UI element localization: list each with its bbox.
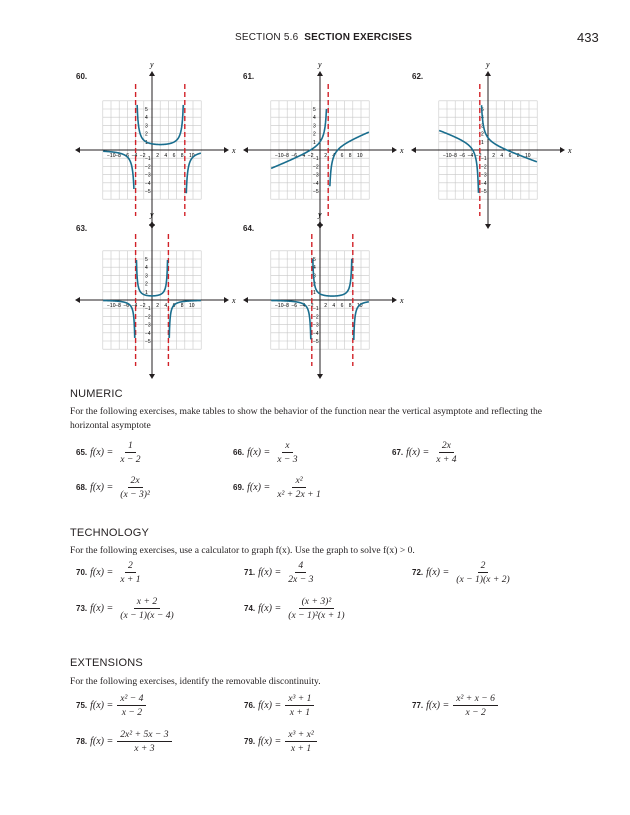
- x-tick-label: −10: [275, 153, 284, 159]
- x-tick-label: −10: [443, 153, 452, 159]
- x-tick-label: 10: [189, 153, 195, 159]
- y-tick-label: 5: [145, 257, 148, 263]
- y-tick-label: 2: [313, 281, 316, 288]
- y-tick-label: −1: [145, 156, 151, 163]
- extensions-intro: For the following exercises, identify the removable discontinuity.: [70, 676, 321, 687]
- y-tick-label: −2: [313, 164, 319, 171]
- y-tick-label: −3: [481, 172, 487, 179]
- y-tick-label: 4: [313, 115, 316, 122]
- y-tick-label: −5: [145, 339, 151, 345]
- y-tick-label: −4: [145, 330, 151, 337]
- y-tick-label: −2: [313, 314, 319, 321]
- section-title-technology: TECHNOLOGY: [70, 527, 150, 539]
- y-tick-label: 3: [313, 273, 316, 280]
- y-tick-label: 2: [145, 281, 148, 288]
- x-tick-label: 8: [180, 153, 184, 159]
- y-tick-label: 2: [481, 131, 484, 138]
- x-tick-label: 2: [324, 303, 327, 309]
- x-tick-label: −2: [307, 303, 314, 309]
- x-tick-label: −8: [451, 153, 457, 159]
- y-tick-label: −1: [145, 306, 151, 313]
- y-tick-label: −3: [145, 322, 151, 329]
- exercise-78: 78. f(x) = $\frac{\text{2x² + 5x − 3}}{x + 3}$: [76, 726, 172, 756]
- x-tick-label: 2: [156, 153, 159, 159]
- x-tick-label: 4: [332, 303, 336, 309]
- x-tick-label: 6: [508, 153, 512, 159]
- function-curve: [186, 153, 201, 193]
- y-tick-label: −4: [313, 180, 319, 187]
- x-tick-label: 8: [348, 303, 352, 309]
- y-tick-label: −1: [313, 306, 319, 313]
- y-tick-label: 1: [313, 289, 316, 296]
- numeric-intro: For the following exercises, make tables to show the behavior of the function near the vertical asymptote and reflecting the horizontal asymptote: [70, 406, 543, 431]
- x-tick-label: −6: [291, 153, 298, 159]
- x-tick-label: 4: [500, 153, 504, 159]
- x-tick-label: −10: [275, 303, 284, 309]
- function-curve: [313, 259, 352, 296]
- graph-62: [411, 60, 572, 229]
- exercise-69: 69. f(x) = $\frac{\text{x²}}{\text{x² + 2x + 1}}$: [233, 474, 321, 500]
- exercise-75: 75. f(x) = $\frac{\text{x² − 4}}{x - 2}$: [76, 690, 146, 720]
- function-curve: [439, 130, 478, 192]
- x-axis-label: x: [400, 296, 404, 305]
- exercise-79: 79. f(x) = $\frac{\text{x³ + x²}}{x + 1}$: [244, 726, 317, 756]
- y-tick-label: −3: [313, 172, 319, 179]
- graph-label-64: 64.: [243, 224, 255, 233]
- y-tick-label: −4: [481, 180, 487, 187]
- x-tick-label: 8: [516, 153, 520, 159]
- y-tick-label: −3: [145, 172, 151, 179]
- graph-60: [75, 60, 236, 229]
- y-tick-label: −4: [145, 180, 151, 187]
- running-head: SECTION 5.6 SECTION EXERCISES: [235, 32, 413, 43]
- x-axis-label: x: [400, 146, 404, 155]
- graph-63: [75, 210, 236, 379]
- x-tick-label: −4: [299, 153, 306, 159]
- x-tick-label: 4: [164, 303, 168, 309]
- y-tick-label: 5: [313, 107, 316, 113]
- graphs-area: [0, 0, 630, 380]
- graph-label-61: 61.: [243, 72, 255, 81]
- y-tick-label: 5: [313, 257, 316, 263]
- y-tick-label: −1: [481, 156, 487, 163]
- x-tick-label: −10: [107, 153, 116, 159]
- exercise-68: 68. f(x) = $\frac{2x}{\text{(x − 3)²}}$: [76, 474, 150, 500]
- x-tick-label: −4: [131, 153, 138, 159]
- y-tick-label: −4: [313, 330, 319, 337]
- x-tick-label: −2: [139, 153, 146, 159]
- x-tick-label: 10: [189, 303, 195, 309]
- y-axis-label: y: [318, 210, 322, 219]
- x-tick-label: 4: [332, 153, 336, 159]
- x-tick-label: 4: [164, 153, 168, 159]
- y-axis-label: y: [150, 60, 154, 69]
- y-tick-label: −3: [313, 322, 319, 329]
- x-tick-label: 10: [357, 153, 363, 159]
- exercise-71: 71. f(x) = $\frac{4}{2x - 3}$: [244, 559, 314, 585]
- exercise-74: 74. f(x) = $\frac{\text{(x + 3)²}}{\text{(x − 1)²(x + 1)}}$: [244, 595, 345, 621]
- x-tick-label: 6: [340, 303, 344, 309]
- y-tick-label: −2: [481, 164, 487, 171]
- section-title-extensions: EXTENSIONS: [70, 657, 143, 669]
- x-tick-label: −2: [475, 153, 482, 159]
- x-tick-label: −8: [115, 303, 121, 309]
- y-axis-label: y: [486, 60, 490, 69]
- x-tick-label: −6: [123, 303, 130, 309]
- y-tick-label: 4: [481, 115, 484, 122]
- graph-label-60: 60.: [76, 72, 88, 81]
- x-tick-label: −2: [307, 153, 314, 159]
- x-tick-label: −2: [139, 303, 146, 309]
- exercise-73: 73. f(x) = $\frac{x + 2}{(x - 1)(x - 4)}$: [76, 595, 174, 621]
- x-tick-label: −8: [283, 153, 289, 159]
- y-tick-label: 1: [145, 289, 148, 296]
- y-tick-label: 4: [145, 115, 148, 122]
- y-tick-label: −2: [145, 164, 151, 171]
- y-axis-label: y: [150, 210, 154, 219]
- exercise-67: 67. f(x) = $\frac{2x}{x + 4}$: [392, 439, 457, 465]
- x-tick-label: 8: [180, 303, 184, 309]
- x-tick-label: −4: [467, 153, 474, 159]
- y-tick-label: 5: [481, 107, 484, 113]
- y-tick-label: 5: [145, 107, 148, 113]
- x-tick-label: −8: [283, 303, 289, 309]
- y-tick-label: −5: [481, 189, 487, 195]
- x-tick-label: −8: [115, 153, 121, 159]
- exercise-65: 65. f(x) = $\frac{1}{x - 2}$: [76, 439, 141, 465]
- x-tick-label: 2: [324, 153, 327, 159]
- x-tick-label: −6: [459, 153, 466, 159]
- y-tick-label: 1: [481, 139, 484, 146]
- x-tick-label: 10: [525, 153, 531, 159]
- y-tick-label: 3: [145, 123, 148, 130]
- x-axis-label: x: [232, 296, 236, 305]
- y-tick-label: 3: [145, 273, 148, 280]
- y-tick-label: 4: [313, 265, 316, 272]
- exercise-72: 72. f(x) = $\frac{2}{(x - 1)(x + 2)}$: [412, 559, 510, 585]
- graph-61: [243, 60, 404, 229]
- y-tick-label: −1: [313, 156, 319, 163]
- x-axis-label: x: [568, 146, 572, 155]
- graph-label-63: 63.: [76, 224, 88, 233]
- y-tick-label: 1: [313, 139, 316, 146]
- exercise-70: 70. f(x) = $\frac{2}{x + 1}$: [76, 559, 141, 585]
- x-tick-label: 6: [172, 303, 176, 309]
- x-tick-label: 6: [172, 153, 176, 159]
- x-tick-label: 6: [340, 153, 344, 159]
- y-tick-label: −5: [313, 189, 319, 195]
- y-tick-label: −2: [145, 314, 151, 321]
- y-tick-label: −5: [145, 189, 151, 195]
- x-tick-label: 8: [348, 153, 352, 159]
- y-tick-label: 2: [145, 131, 148, 138]
- x-tick-label: 2: [492, 153, 495, 159]
- x-tick-label: −6: [291, 303, 298, 309]
- x-tick-label: −10: [107, 303, 116, 309]
- y-tick-label: 3: [481, 123, 484, 130]
- exercise-76: 76. f(x) = $\frac{\text{x³ + 1}}{x + 1}$: [244, 690, 314, 720]
- page-number: 433: [577, 30, 599, 45]
- y-tick-label: 2: [313, 131, 316, 138]
- y-tick-label: 1: [145, 139, 148, 146]
- section-title-numeric: NUMERIC: [70, 388, 123, 400]
- x-tick-label: 10: [357, 303, 363, 309]
- exercise-77: 77. f(x) = $\frac{\text{x² + x − 6}}{x - 2}$: [412, 690, 498, 720]
- y-tick-label: 4: [145, 265, 148, 272]
- graph-label-62: 62.: [412, 72, 424, 81]
- x-tick-label: −6: [123, 153, 130, 159]
- x-tick-label: 2: [156, 303, 159, 309]
- exercise-66: 66. f(x) = $\frac{x}{x - 3}$: [233, 439, 298, 465]
- x-tick-label: −4: [131, 303, 138, 309]
- y-axis-label: y: [318, 60, 322, 69]
- graph-64: [243, 210, 404, 379]
- x-tick-label: −4: [299, 303, 306, 309]
- y-tick-label: −5: [313, 339, 319, 345]
- technology-intro: For the following exercises, use a calculator to graph f(x). Use the graph to solve f(x) > 0.: [70, 545, 415, 556]
- y-tick-label: 3: [313, 123, 316, 130]
- x-axis-label: x: [232, 146, 236, 155]
- function-curve: [330, 132, 369, 186]
